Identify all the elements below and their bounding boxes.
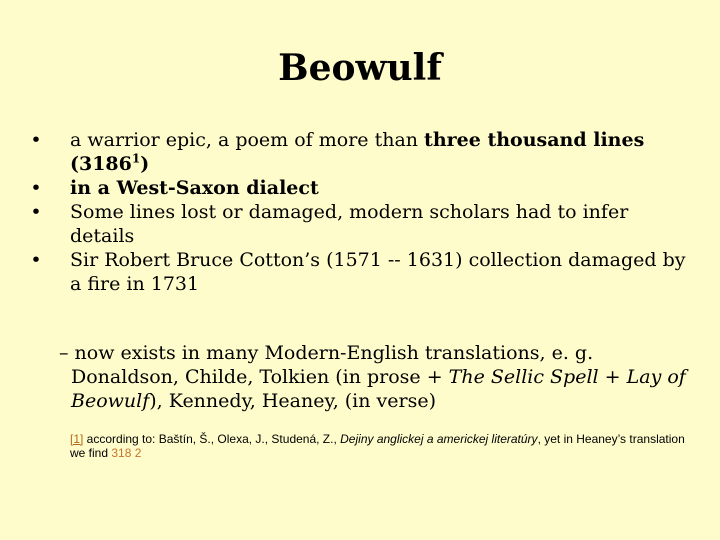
paragraph-text: + xyxy=(598,366,627,388)
footnote-book-title: Dejiny anglickej a americkej literatúry xyxy=(340,432,538,446)
footnote-ref-link[interactable]: [1] xyxy=(70,432,84,446)
footnote xyxy=(70,432,690,460)
bullet-dot-icon: • xyxy=(30,201,42,223)
footnote-text: , yet in Heaney’s translation we find xyxy=(70,432,685,460)
paragraph-italic-title: The Sellic Spell xyxy=(448,366,599,388)
bullet-bold-text: three thousand lines (3186 xyxy=(70,129,645,175)
bullet-text: a warrior epic, a poem of more than xyxy=(70,129,425,151)
bullet-item xyxy=(29,128,689,176)
bullet-bold-text: in a West-Saxon dialect xyxy=(70,177,319,199)
bullet-dot-icon: • xyxy=(30,249,42,271)
bullet-dot-icon: • xyxy=(30,177,42,199)
footnote-line-count: 318 2 xyxy=(111,446,142,460)
paragraph-text: ), Kennedy, Heaney, (in verse) xyxy=(149,390,437,412)
bullet-bold-text-end: ) xyxy=(140,153,150,175)
bullet-text: Some lines lost or damaged, modern scholars had to infer details xyxy=(70,201,629,247)
bullet-item xyxy=(29,176,689,200)
bullet-text: Sir Robert Bruce Cotton’s (1571 -- 1631) collection damaged by a fire in 1731 xyxy=(70,249,686,295)
paragraph-italic-title: Lay of Beowulf xyxy=(71,366,686,412)
translations-paragraph xyxy=(59,341,701,413)
bullet-list xyxy=(29,128,689,296)
bullet-item xyxy=(29,248,689,296)
footnote-text: according to: Baštín, Š., Olexa, J., Studená, Z., xyxy=(83,432,341,446)
bullet-item xyxy=(29,200,689,248)
bullet-dot-icon: • xyxy=(30,129,42,151)
footnote-marker: 1 xyxy=(131,151,141,166)
slide-title: Beowulf xyxy=(278,47,442,89)
paragraph-text: – now exists in many Modern-English translations, e. g. Donaldson, Childe, Tolkien (in prose + xyxy=(59,342,594,388)
